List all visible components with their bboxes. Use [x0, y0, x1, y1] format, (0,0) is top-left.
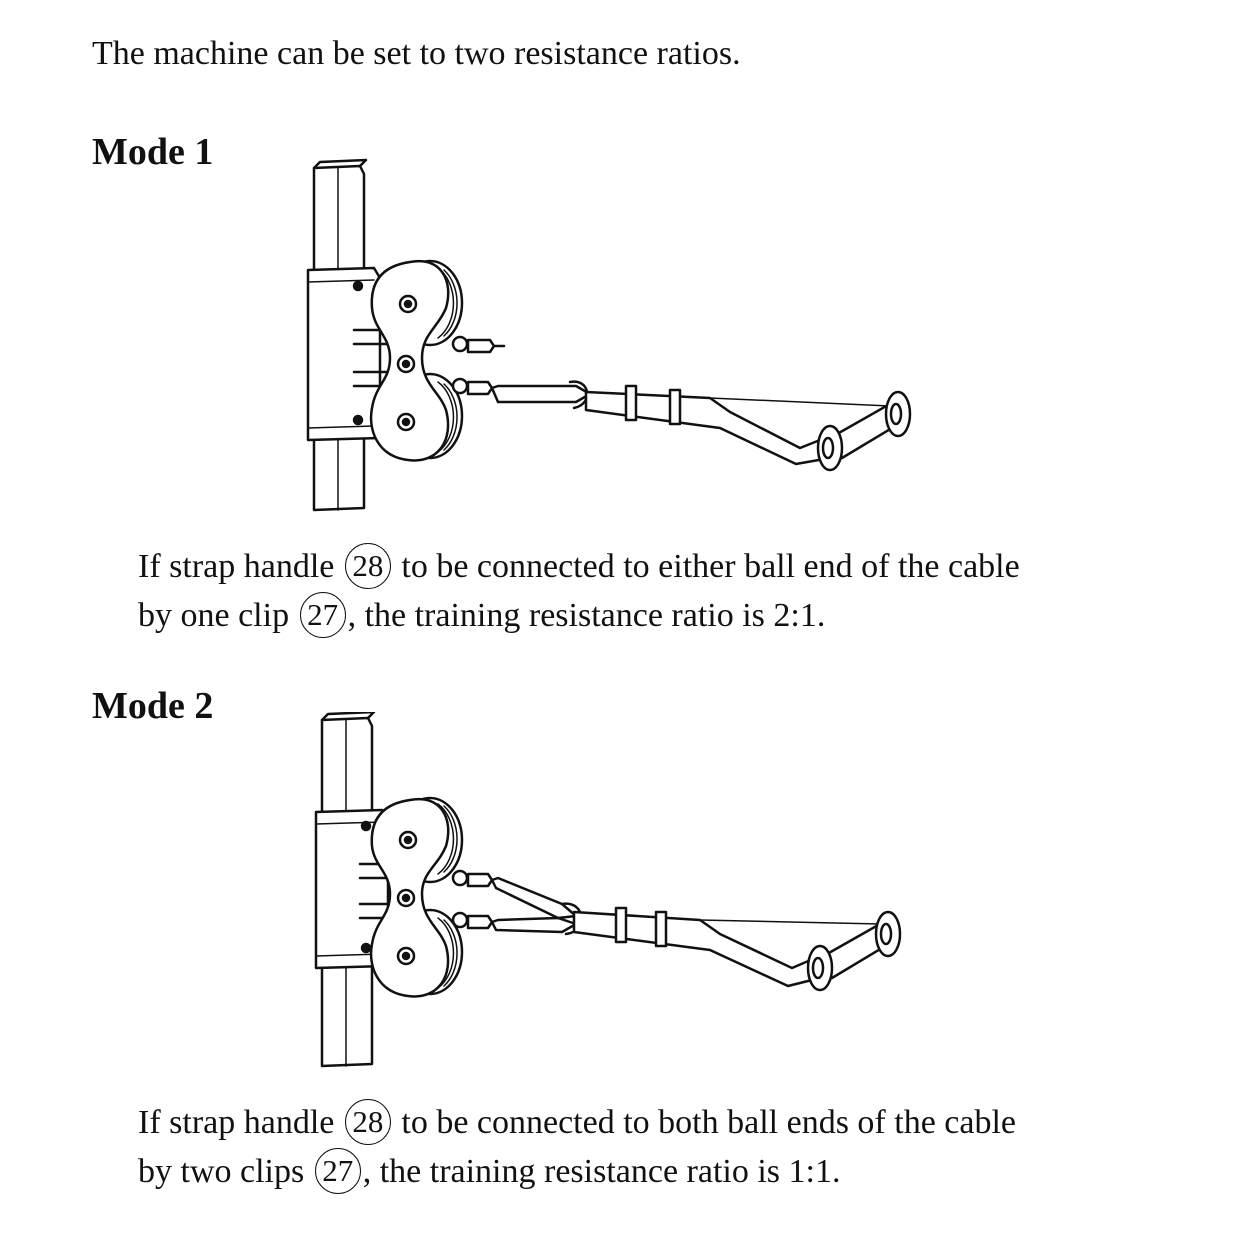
part-28-callout: 28: [345, 543, 391, 589]
mode-1-line-2-text-b: , the training resistance ratio is 2:1.: [347, 597, 826, 635]
mode-1-line-1-text-b: to be connected to either ball end of the cable: [401, 548, 1020, 585]
mode-1-heading: Mode 1: [92, 131, 214, 173]
mode-2-line-2-text-a: by two clips: [138, 1153, 305, 1191]
mode-1-pulley-diagram: [290, 158, 930, 518]
mode-1-line-1-text-a: If strap handle: [138, 548, 335, 585]
intro-text: The machine can be set to two resistance ratios.: [92, 35, 741, 72]
mode-2-line-2: [138, 1148, 1016, 1197]
mode-2-pulley-diagram: [300, 712, 920, 1072]
mode-2-description: [138, 1099, 1016, 1197]
part-27-callout: 27: [315, 1148, 361, 1194]
mode-1-line-2-text-a: by one clip: [138, 597, 290, 635]
mode-2-line-2-text-b: , the training resistance ratio is 1:1.: [362, 1153, 841, 1191]
mode-2-line-1-text-a: If strap handle: [138, 1104, 335, 1141]
part-27-callout: 27: [300, 592, 346, 638]
mode-1-line-2: [138, 592, 1020, 641]
mode-2-line-1-text-b: to be connected to both ball ends of the cable: [401, 1104, 1016, 1141]
mode-2-heading: Mode 2: [92, 685, 214, 727]
mode-1-line-1: [138, 543, 1020, 592]
part-28-callout: 28: [345, 1099, 391, 1145]
mode-2-line-1: [138, 1099, 1016, 1148]
mode-1-description: [138, 543, 1020, 641]
